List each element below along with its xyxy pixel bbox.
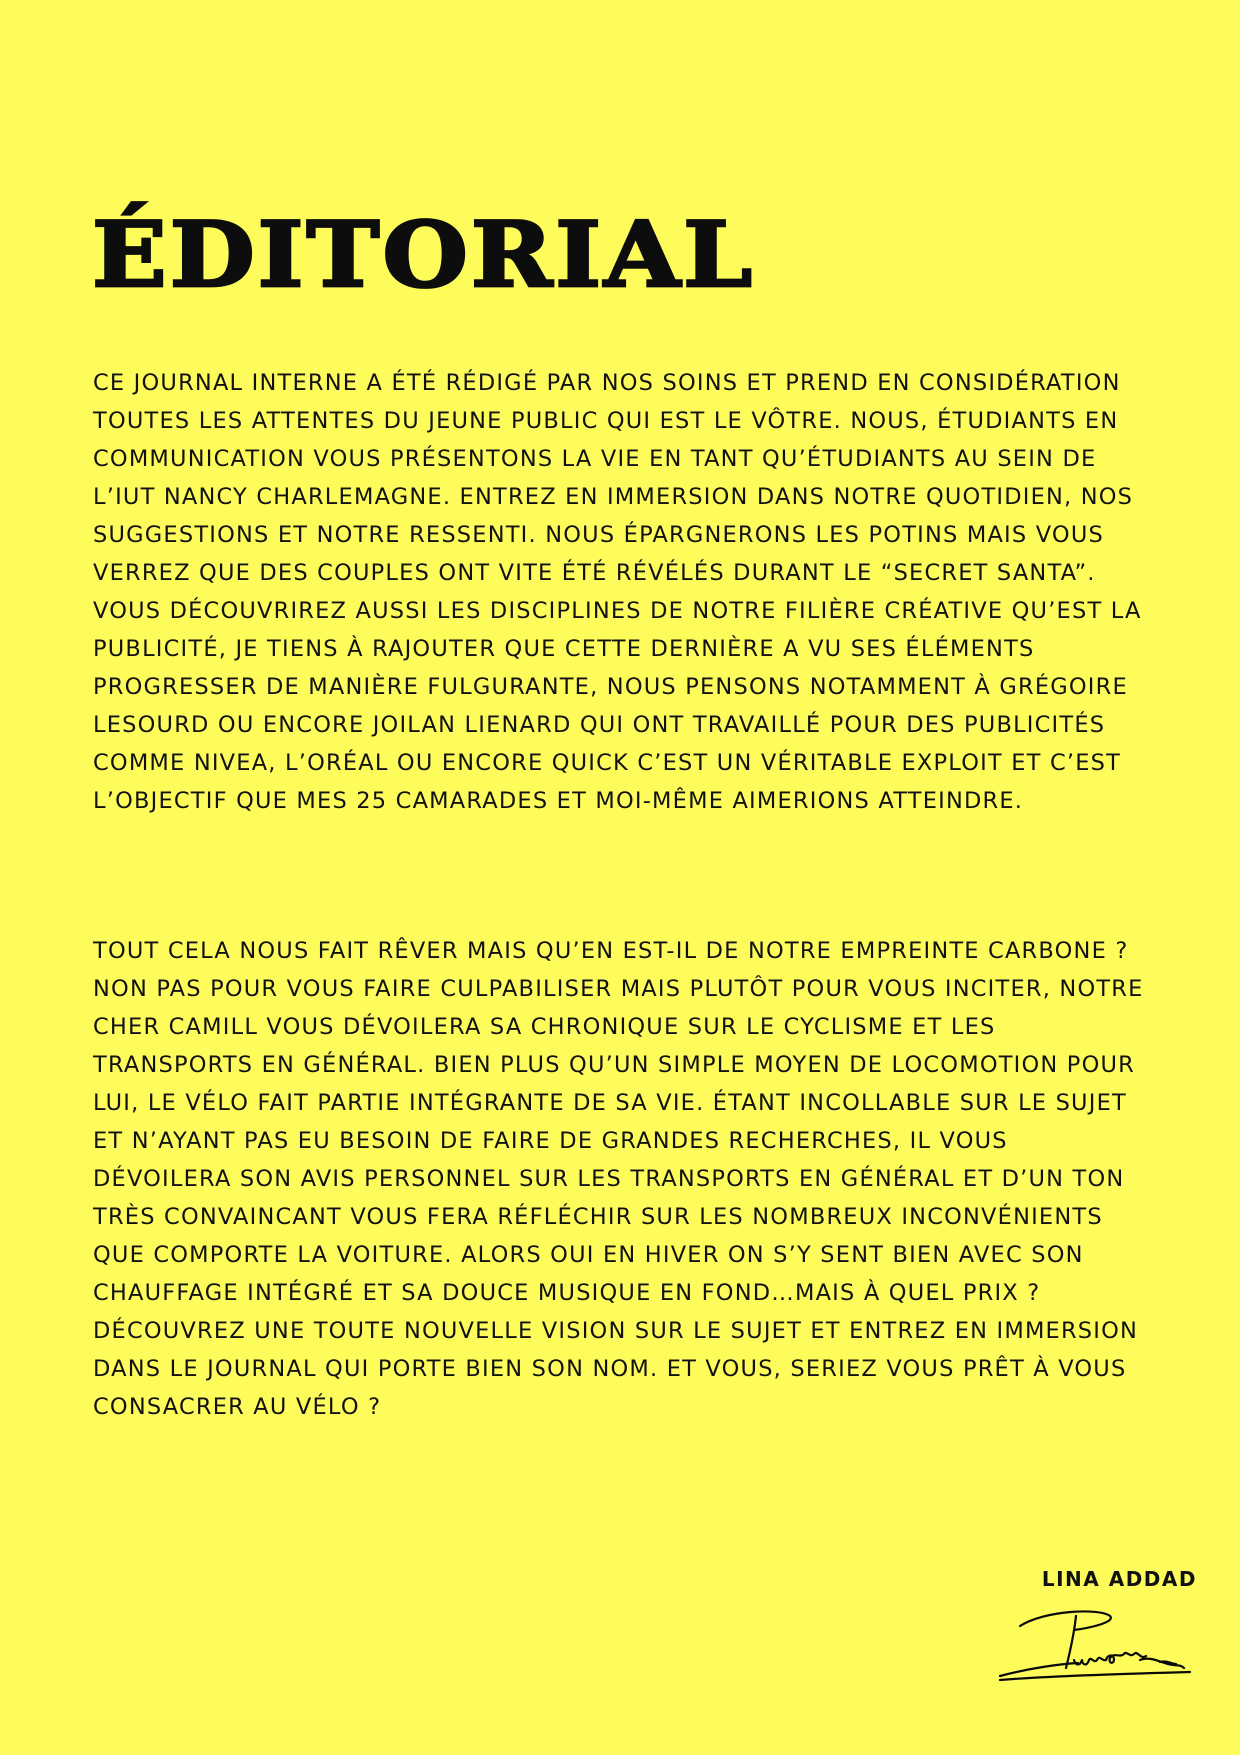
author-name: LINA ADDAD — [1041, 1567, 1197, 1591]
page-title: ÉDITORIAL — [92, 202, 756, 309]
editorial-paragraph-2: TOUT CELA NOUS FAIT RÊVER MAIS QU’EN EST-IL DE NOTRE EMPREINTE CARBONE ? NON PAS POUR VOUS FAIRE CULPABILISER MAIS PLUTÔT POUR VOUS INCITER, NOTRE CHER CAMILL VOUS DÉVOILERA SA CHRONIQUE SUR LE CYCLISME ET LES TRANSPORTS EN GÉNÉRAL. BIEN PLUS QU’UN SIMPLE MOYEN DE LOCOMOTION POUR LUI, LE VÉLO FAIT PARTIE INTÉGRANTE DE SA VIE. ÉTANT INCOLLABLE SUR LE SUJET ET N’AYANT PAS EU BESOIN DE FAIRE DE GRANDES RECHERCHES, IL VOUS DÉVOILERA SON AVIS PERSONNEL SUR LES TRANSPORTS EN GÉNÉRAL ET D’UN TON TRÈS CONVAINCANT VOUS FERA RÉFLÉCHIR SUR LES NOMBREUX INCONVÉNIENTS QUE COMPORTE LA VOITURE. ALORS OUI EN HIVER ON S’Y SENT BIEN AVEC SON CHAUFFAGE INTÉGRÉ ET SA DOUCE MUSIQUE EN FOND…MAIS À QUEL PRIX ? DÉCOUVREZ UNE TOUTE NOUVELLE VISION SUR LE SUJET ET ENTREZ EN IMMERSION DANS LE JOURNAL QUI PORTE BIEN SON NOM. ET VOUS, SERIEZ VOUS PRÊT À VOUS CONSACRER AU VÉLO ? — [93, 938, 1144, 1420]
editorial-paragraph-1: CE JOURNAL INTERNE A ÉTÉ RÉDIGÉ PAR NOS SOINS ET PREND EN CONSIDÉRATION TOUTES LES ATTENTES DU JEUNE PUBLIC QUI EST LE VÔTRE. NOUS, ÉTUDIANTS EN COMMUNICATION VOUS PRÉSENTONS LA VIE EN TANT QU’ÉTUDIANTS AU SEIN DE L’IUT NANCY CHARLEMAGNE. ENTREZ EN IMMERSION DANS NOTRE QUOTIDIEN, NOS SUGGESTIONS ET NOTRE RESSENTI. NOUS ÉPARGNERONS LES POTINS MAIS VOUS VERREZ QUE DES COUPLES ONT VITE ÉTÉ RÉVÉLÉS DURANT LE “SECRET SANTA”. VOUS DÉCOUVRIREZ AUSSI LES DISCIPLINES DE NOTRE FILIÈRE CRÉATIVE QU’EST LA PUBLICITÉ, JE TIENS À RAJOUTER QUE CETTE DERNIÈRE A VU SES ÉLÉMENTS PROGRESSER DE MANIÈRE FULGURANTE, NOUS PENSONS NOTAMMENT À GRÉGOIRE LESOURD OU ENCORE JOILAN LIENARD QUI ONT TRAVAILLÉ POUR DES PUBLICITÉS COMME NIVEA, L’ORÉAL OU ENCORE QUICK C’EST UN VÉRITABLE EXPLOIT ET C’EST L’OBJECTIF QUE MES 25 CAMARADES ET MOI-MÊME AIMERIONS ATTEINDRE. — [93, 370, 1142, 814]
signature-icon — [990, 1590, 1200, 1700]
